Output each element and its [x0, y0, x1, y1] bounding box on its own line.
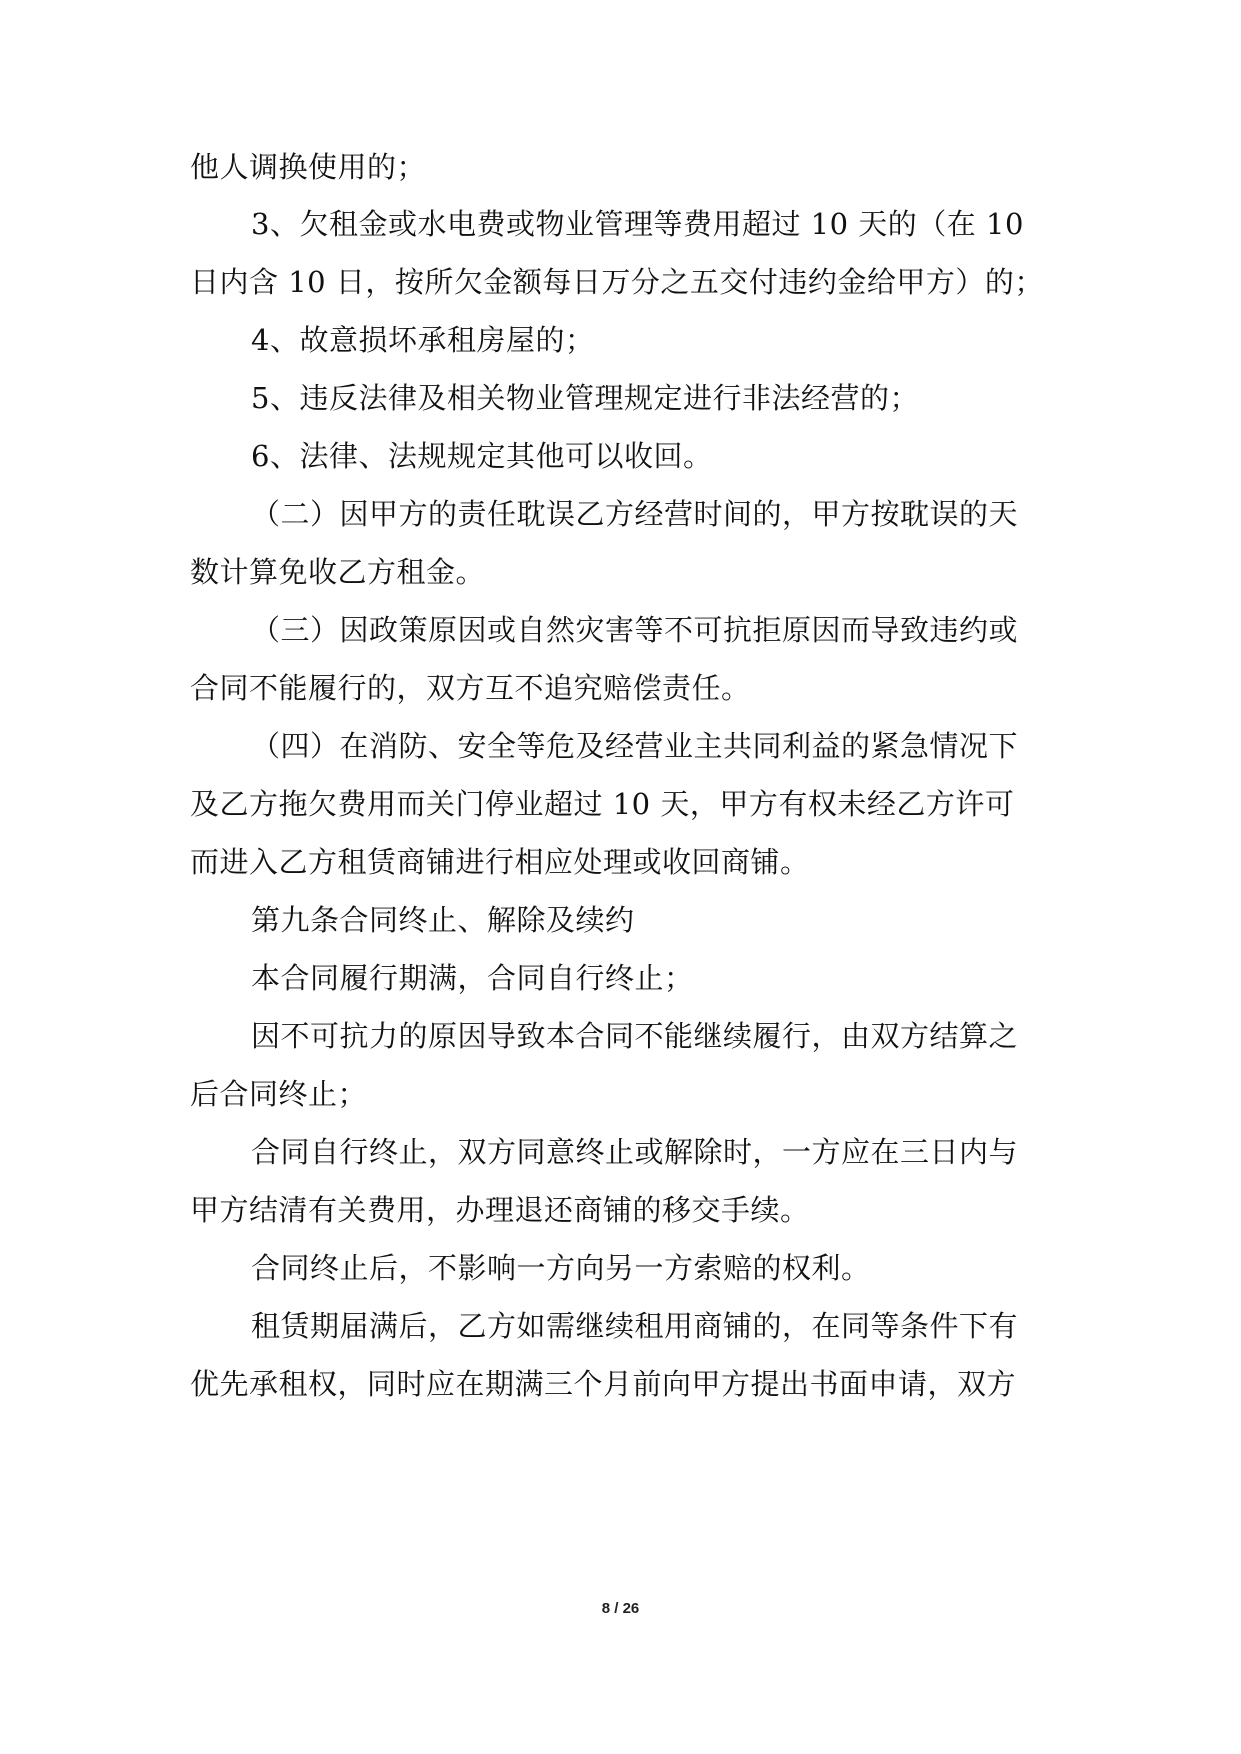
- text-line: 合同不能履行的，双方互不追究赔偿责任。: [190, 671, 751, 705]
- text-line: 合同终止后，不影响一方向另一方索赔的权利。: [251, 1251, 871, 1285]
- text-line: 优先承租权，同时应在期满三个月前向甲方提出书面申请，双方: [190, 1367, 1017, 1401]
- text-line: 他人调换使用的；: [190, 150, 427, 184]
- page-number: 8 / 26: [601, 1600, 640, 1617]
- text-line: 及乙方拖欠费用而关门停业超过 10 天，甲方有权未经乙方许可: [190, 787, 1015, 821]
- text-line: 合同自行终止，双方同意终止或解除时，一方应在三日内与: [251, 1135, 1019, 1169]
- text-line: （四）在消防、安全等危及经营业主共同利益的紧急情况下: [251, 729, 1019, 763]
- section-heading: 第九条合同终止、解除及续约: [251, 903, 635, 937]
- text-line: 后合同终止；: [190, 1077, 368, 1111]
- text-line: 而进入乙方租赁商铺进行相应处理或收回商铺。: [190, 845, 810, 879]
- text-line: 因不可抗力的原因导致本合同不能继续履行，由双方结算之: [251, 1019, 1019, 1053]
- text-line: 本合同履行期满，合同自行终止；: [251, 961, 694, 995]
- text-line: 3、欠租金或水电费或物业管理等费用超过 10 天的（在 10: [251, 207, 1024, 241]
- text-line: 甲方结清有关费用，办理退还商铺的移交手续。: [190, 1193, 810, 1227]
- text-line: 日内含 10 日，按所欠金额每日万分之五交付违约金给甲方）的；: [190, 265, 1044, 299]
- text-line: 6、法律、法规规定其他可以收回。: [251, 439, 713, 473]
- text-line: 租赁期届满后，乙方如需继续租用商铺的，在同等条件下有: [251, 1309, 1019, 1343]
- text-line: 5、违反法律及相关物业管理规定进行非法经营的；: [251, 381, 919, 415]
- text-line: （二）因甲方的责任耽误乙方经营时间的，甲方按耽误的天: [251, 497, 1019, 531]
- text-line: 4、故意损坏承租房屋的；: [251, 323, 595, 357]
- text-line: 数计算免收乙方租金。: [190, 555, 486, 589]
- text-line: （三）因政策原因或自然灾害等不可抗拒原因而导致违约或: [251, 613, 1019, 647]
